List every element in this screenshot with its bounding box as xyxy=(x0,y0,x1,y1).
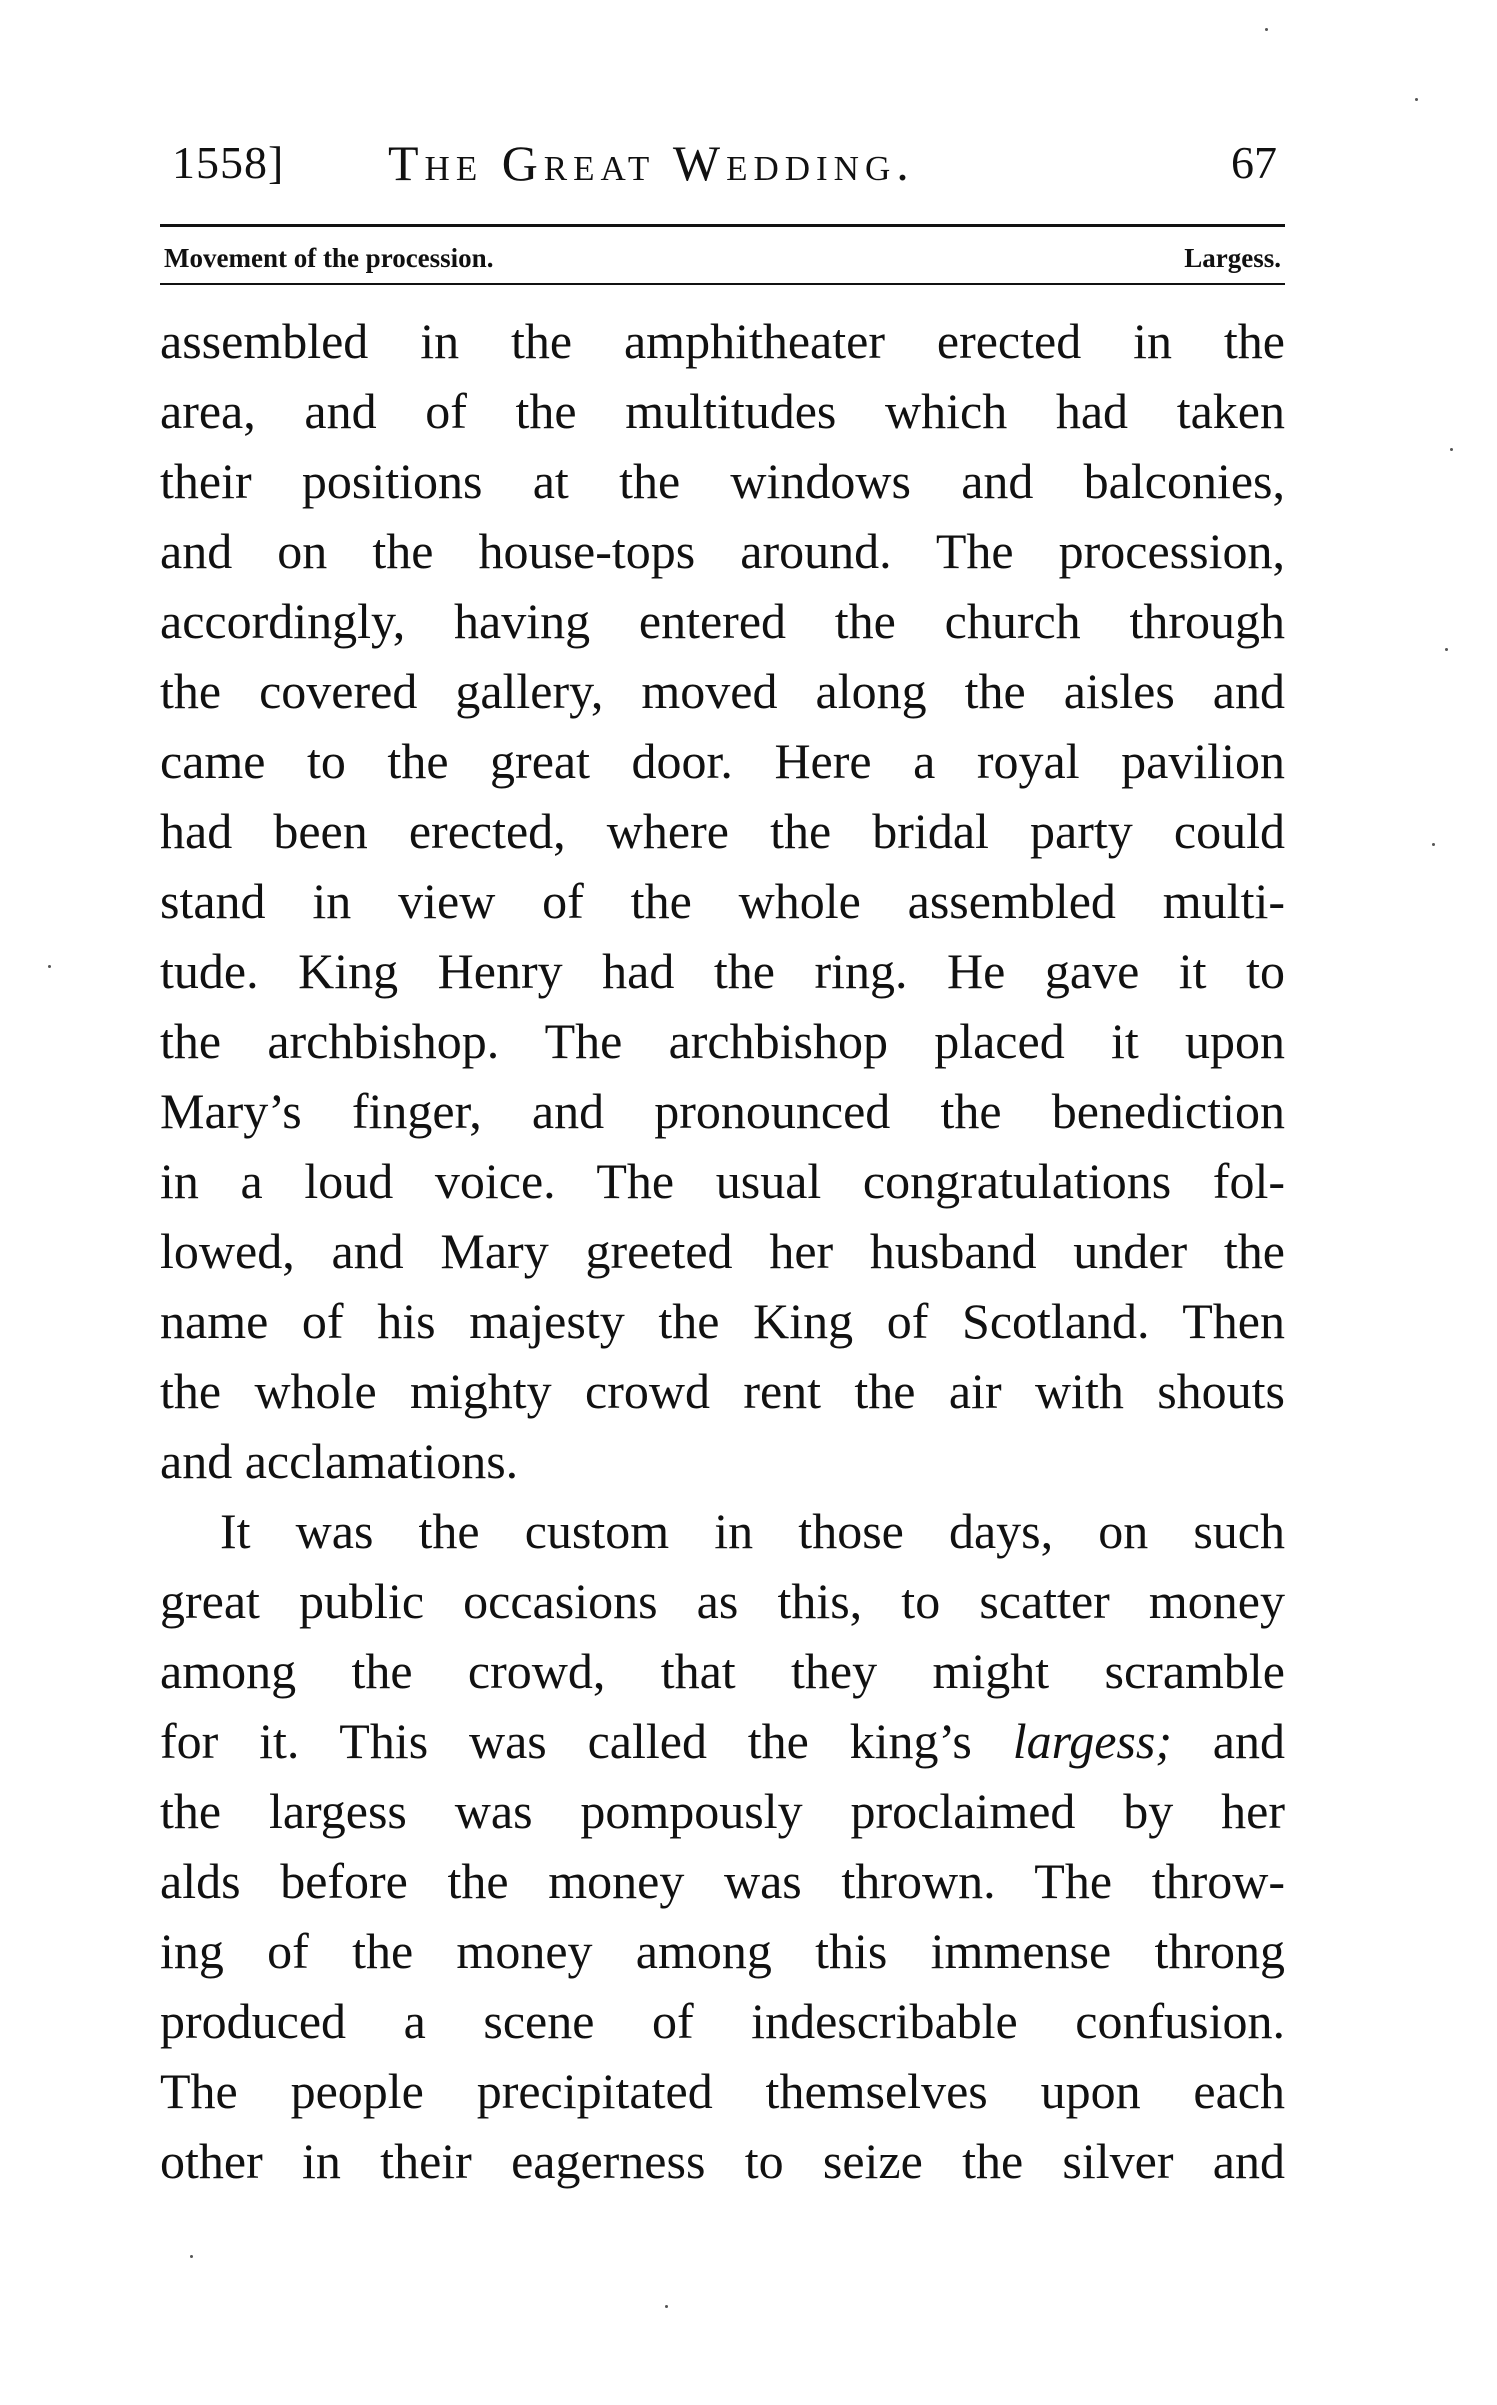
text-line: produced a scene of indescribable confusion. xyxy=(160,1993,1285,2049)
text-line: the largess was pompously proclaimed by her xyxy=(160,1783,1285,1839)
text-line: and on the house-tops around. The procession, xyxy=(160,523,1285,579)
scan-speck xyxy=(1432,843,1435,846)
side-heading-left: Movement of the procession. xyxy=(164,243,494,273)
running-head-year: 1558] xyxy=(172,137,285,188)
text-line: the covered gallery, moved along the aisles and xyxy=(160,663,1285,719)
scan-speck xyxy=(1445,648,1448,651)
side-heading-right: Largess. xyxy=(1184,243,1281,273)
header-rule-bottom xyxy=(160,283,1285,285)
text-line: It was the custom in those days, on such xyxy=(220,1503,1285,1559)
scan-speck xyxy=(1265,28,1268,31)
text-line: great public occasions as this, to scatter money xyxy=(160,1573,1285,1629)
text-line: lowed, and Mary greeted her husband under the xyxy=(160,1223,1285,1279)
text-line: among the crowd, that they might scramble xyxy=(160,1643,1285,1699)
text-line: had been erected, where the bridal party could xyxy=(160,803,1285,859)
text-line: the archbishop. The archbishop placed it upon xyxy=(160,1013,1285,1069)
text-line: The people precipitated themselves upon each xyxy=(160,2063,1285,2119)
text-line: alds before the money was thrown. The throw- xyxy=(160,1853,1285,1909)
body-text xyxy=(160,306,1285,2196)
text-line: tude. King Henry had the ring. He gave it to xyxy=(160,943,1285,999)
text-line: came to the great door. Here a royal pavilion xyxy=(160,733,1285,789)
text-line: stand in view of the whole assembled multi- xyxy=(160,873,1285,929)
text-line: accordingly, having entered the church through xyxy=(160,593,1285,649)
header-rule-top xyxy=(160,224,1285,227)
scan-speck xyxy=(1450,448,1453,451)
page-number: 67 xyxy=(1231,137,1277,188)
text-line: and acclamations. xyxy=(160,1433,519,1489)
scan-speck xyxy=(48,965,51,968)
text-line: area, and of the multitudes which had taken xyxy=(160,383,1285,439)
paragraph-1 xyxy=(160,306,1285,1496)
running-head xyxy=(160,128,1285,198)
scan-speck xyxy=(665,2305,668,2308)
text-fragment: for it. This was called the king’s xyxy=(160,1713,1013,1769)
side-headings xyxy=(160,238,1285,278)
text-line: name of his majesty the King of Scotland. Then xyxy=(160,1293,1285,1349)
text-line: assembled in the amphitheater erected in the xyxy=(160,313,1285,369)
text-fragment: and xyxy=(1171,1713,1285,1769)
paragraph-2 xyxy=(160,1496,1285,2196)
text-line: other in their eagerness to seize the silver and xyxy=(160,2133,1285,2189)
text-line: their positions at the windows and balconies, xyxy=(160,453,1285,509)
scan-speck xyxy=(190,2255,193,2258)
italic-word-largess: largess; xyxy=(1012,1713,1172,1769)
running-head-title: The Great Wedding. xyxy=(388,135,915,191)
text-line: ing of the money among this immense throng xyxy=(160,1923,1285,1979)
text-line: the whole mighty crowd rent the air with shouts xyxy=(160,1363,1285,1419)
text-line: in a loud voice. The usual congratulations fol- xyxy=(160,1153,1285,1209)
text-line: Mary’s finger, and pronounced the benediction xyxy=(160,1083,1285,1139)
text-line-with-italic xyxy=(160,1706,1285,1776)
scan-speck xyxy=(1415,98,1418,101)
